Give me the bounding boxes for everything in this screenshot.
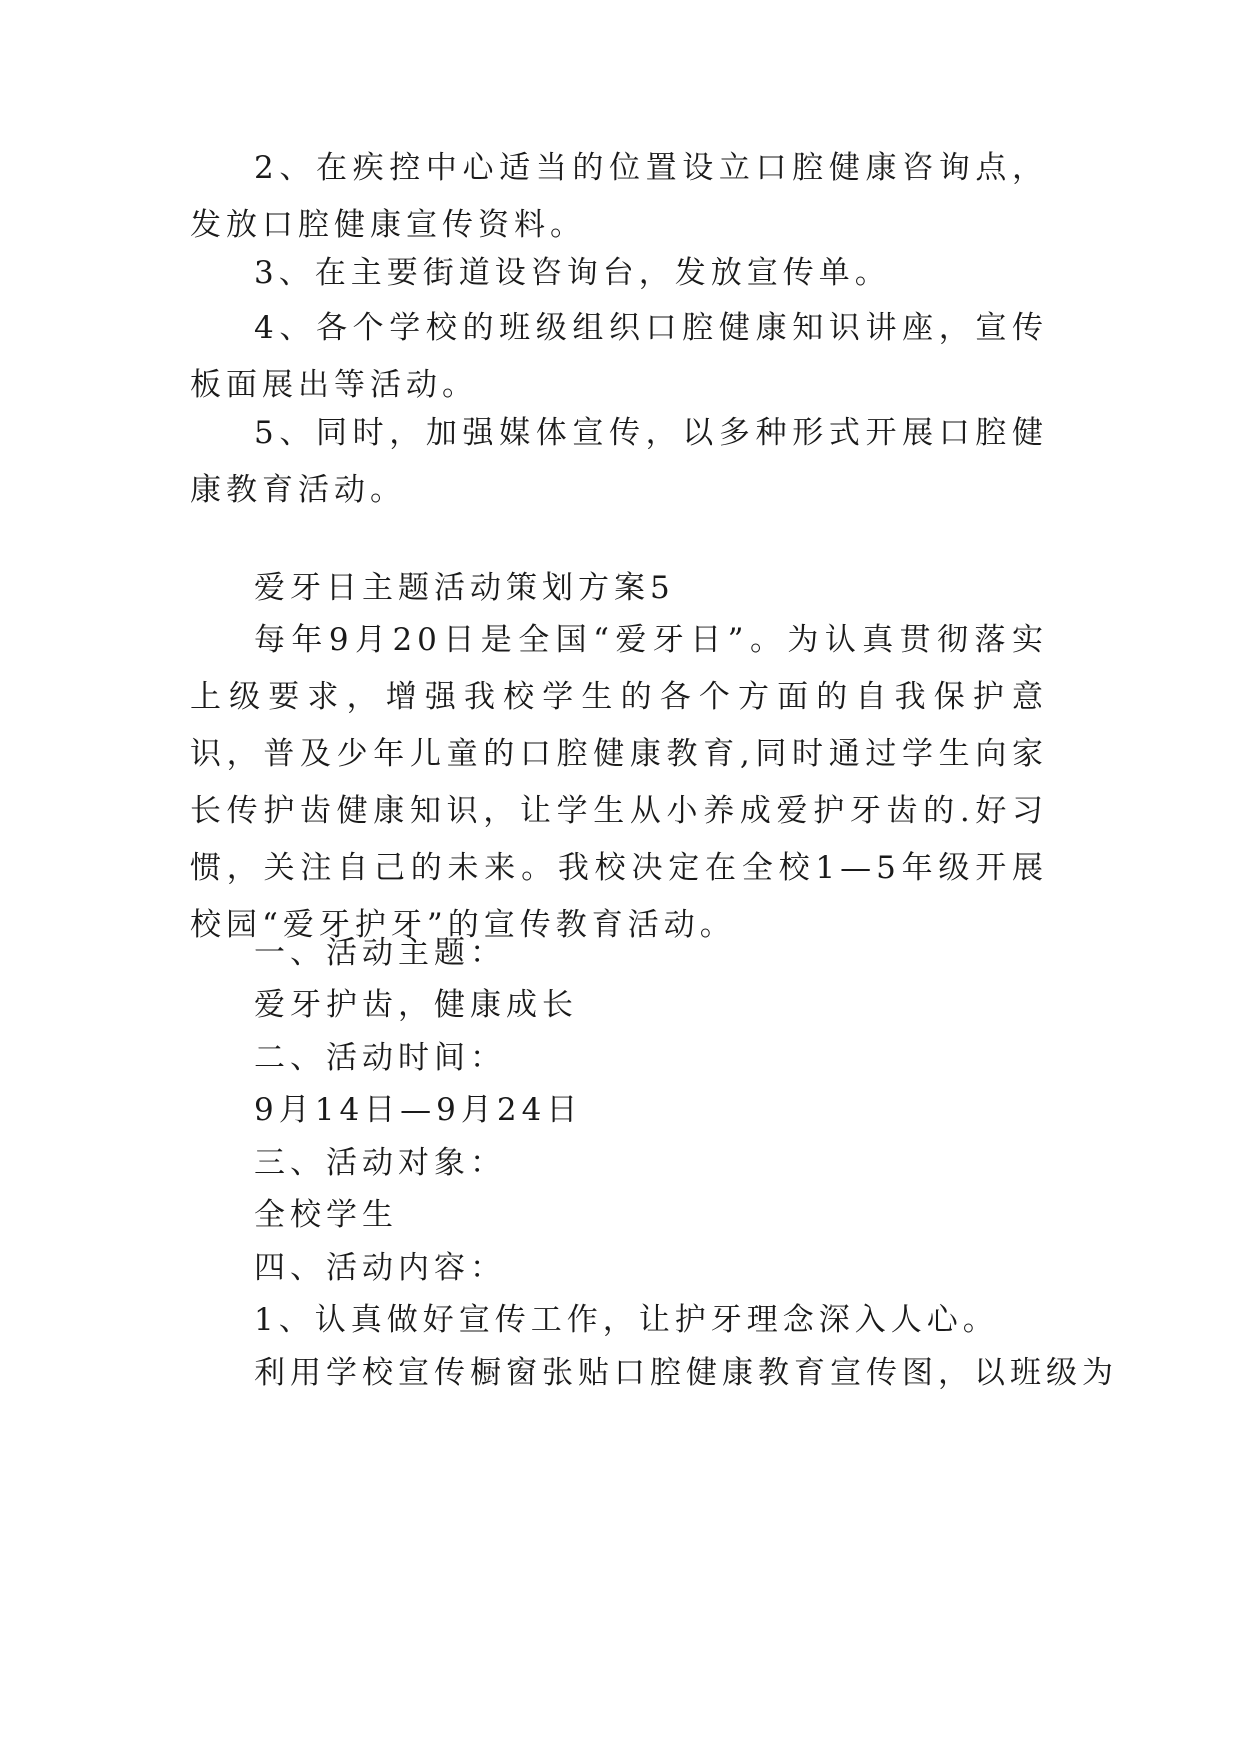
theme-value: 爱牙护齿，健康成长 bbox=[254, 987, 578, 1023]
list-item-media-promotion: 5、同时，加强媒体宣传，以多种形式开展口腔健康教育活动。 bbox=[190, 415, 1048, 508]
list-item-consultation-point: 2、在疾控中心适当的位置设立口腔健康咨询点，发放口腔健康宣传资料。 bbox=[190, 150, 1048, 243]
list-item-school-lectures: 4、各个学校的班级组织口腔健康知识讲座，宣传板面展出等活动。 bbox=[190, 310, 1048, 403]
audience-heading: 三、活动对象： bbox=[254, 1145, 506, 1181]
theme-heading: 一、活动主题： bbox=[254, 935, 506, 971]
intro-paragraph: 每年9月20日是全国“爱牙日”。为认真贯彻落实上级要求，增强我校学生的各个方面的自我保护意识，普及少年儿童的口腔健康教育,同时通过学生向家长传护齿健康知识，让学生从小养成爱护牙齿的.好习惯，关注自己的未来。我校决定在全校1—5年级开展校园“爱牙护牙”的宣传教育活动。 bbox=[190, 622, 1048, 943]
section-title: 爱牙日主题活动策划方案5 bbox=[254, 570, 675, 606]
list-item-street-desk: 3、在主要街道设咨询台，发放宣传单。 bbox=[254, 255, 891, 291]
content-item-1-detail: 利用学校宣传橱窗张贴口腔健康教育宣传图，以班级为 bbox=[254, 1355, 1118, 1391]
content-item-1: 1、认真做好宣传工作，让护牙理念深入人心。 bbox=[254, 1302, 999, 1338]
time-value: 9月14日—9月24日 bbox=[254, 1092, 583, 1128]
content-heading: 四、活动内容： bbox=[254, 1250, 506, 1286]
audience-value: 全校学生 bbox=[254, 1197, 398, 1233]
time-heading: 二、活动时间： bbox=[254, 1040, 506, 1076]
